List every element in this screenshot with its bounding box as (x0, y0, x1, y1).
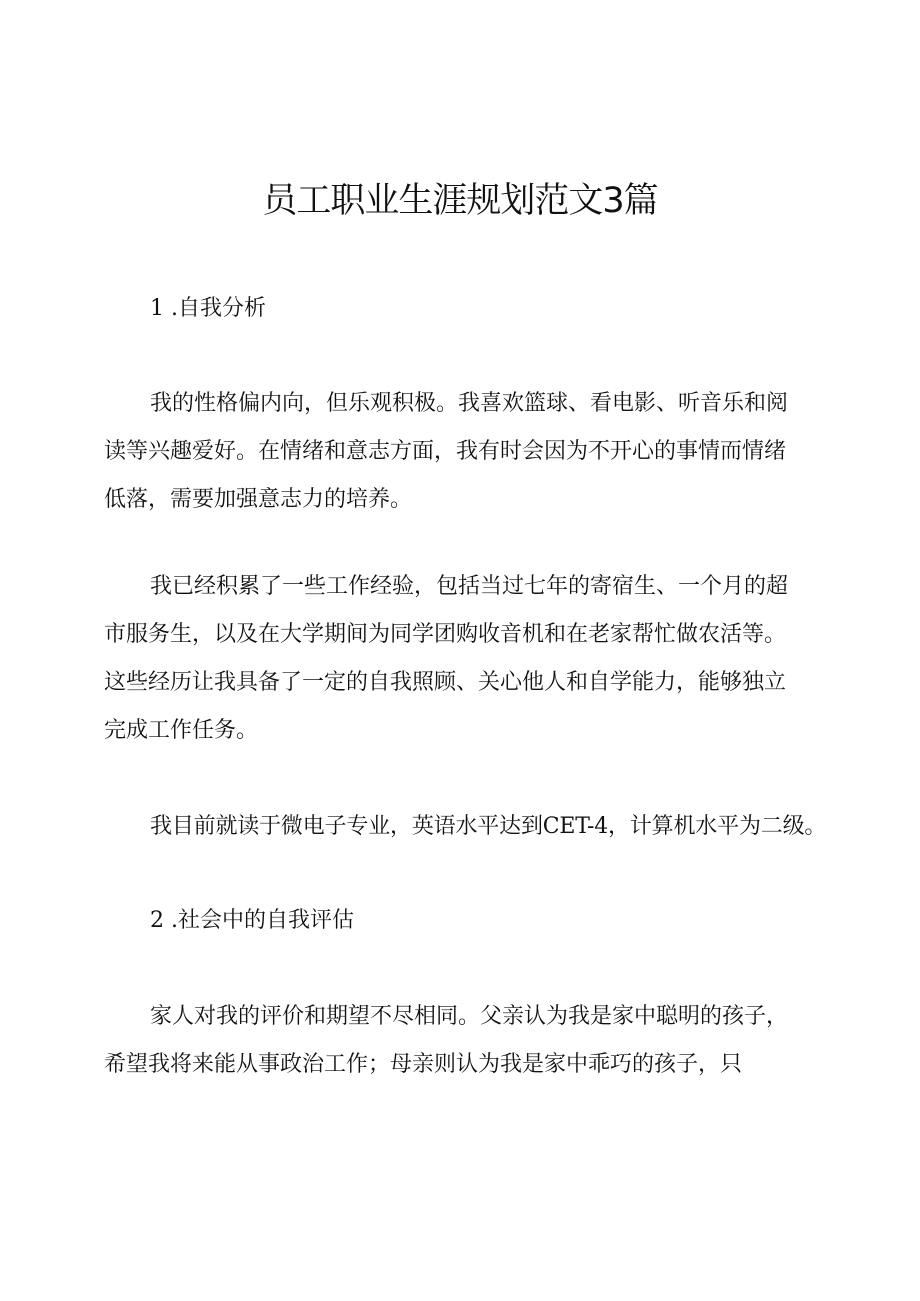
paragraph-family-expectations (104, 993, 820, 1089)
text-line: 完成工作任务。 (104, 718, 259, 743)
text-line: 希望我将来能从事政治工作；母亲则认为我是家中乖巧的孩子，只 (104, 1052, 743, 1077)
text-line: 我的性格偏内向，但乐观积极。我喜欢篮球、看电影、听音乐和阅 (150, 391, 789, 416)
text-line: 读等兴趣爱好。在情绪和意志方面，我有时会因为不开心的事情而情绪 (104, 439, 787, 464)
text-line: 家人对我的评价和期望不尽相同。父亲认为我是家中聪明的孩子， (150, 1004, 789, 1029)
text-line: 这些经历让我具备了一定的自我照顾、关心他人和自学能力，能够独立 (104, 670, 787, 695)
document-title: 员工职业生涯规划范文3篇 (262, 181, 658, 221)
paragraph-personality (104, 380, 820, 524)
text-line: 市服务生，以及在大学期间为同学团购收音机和在老家帮忙做农活等。 (104, 622, 787, 647)
text-line: 低落，需要加强意志力的培养。 (104, 487, 413, 512)
paragraph-education (104, 803, 827, 851)
section-heading-self-analysis: 1 .自我分析 (150, 296, 266, 321)
text-line: 我已经积累了一些工作经验，包括当过七年的寄宿生、一个月的超 (150, 574, 789, 599)
paragraph-experience (104, 563, 820, 755)
text-line: 我目前就读于微电子专业，英语水平达到CET-4，计算机水平为二级。 (150, 814, 827, 839)
section-heading-social-assessment: 2 .社会中的自我评估 (150, 908, 354, 933)
